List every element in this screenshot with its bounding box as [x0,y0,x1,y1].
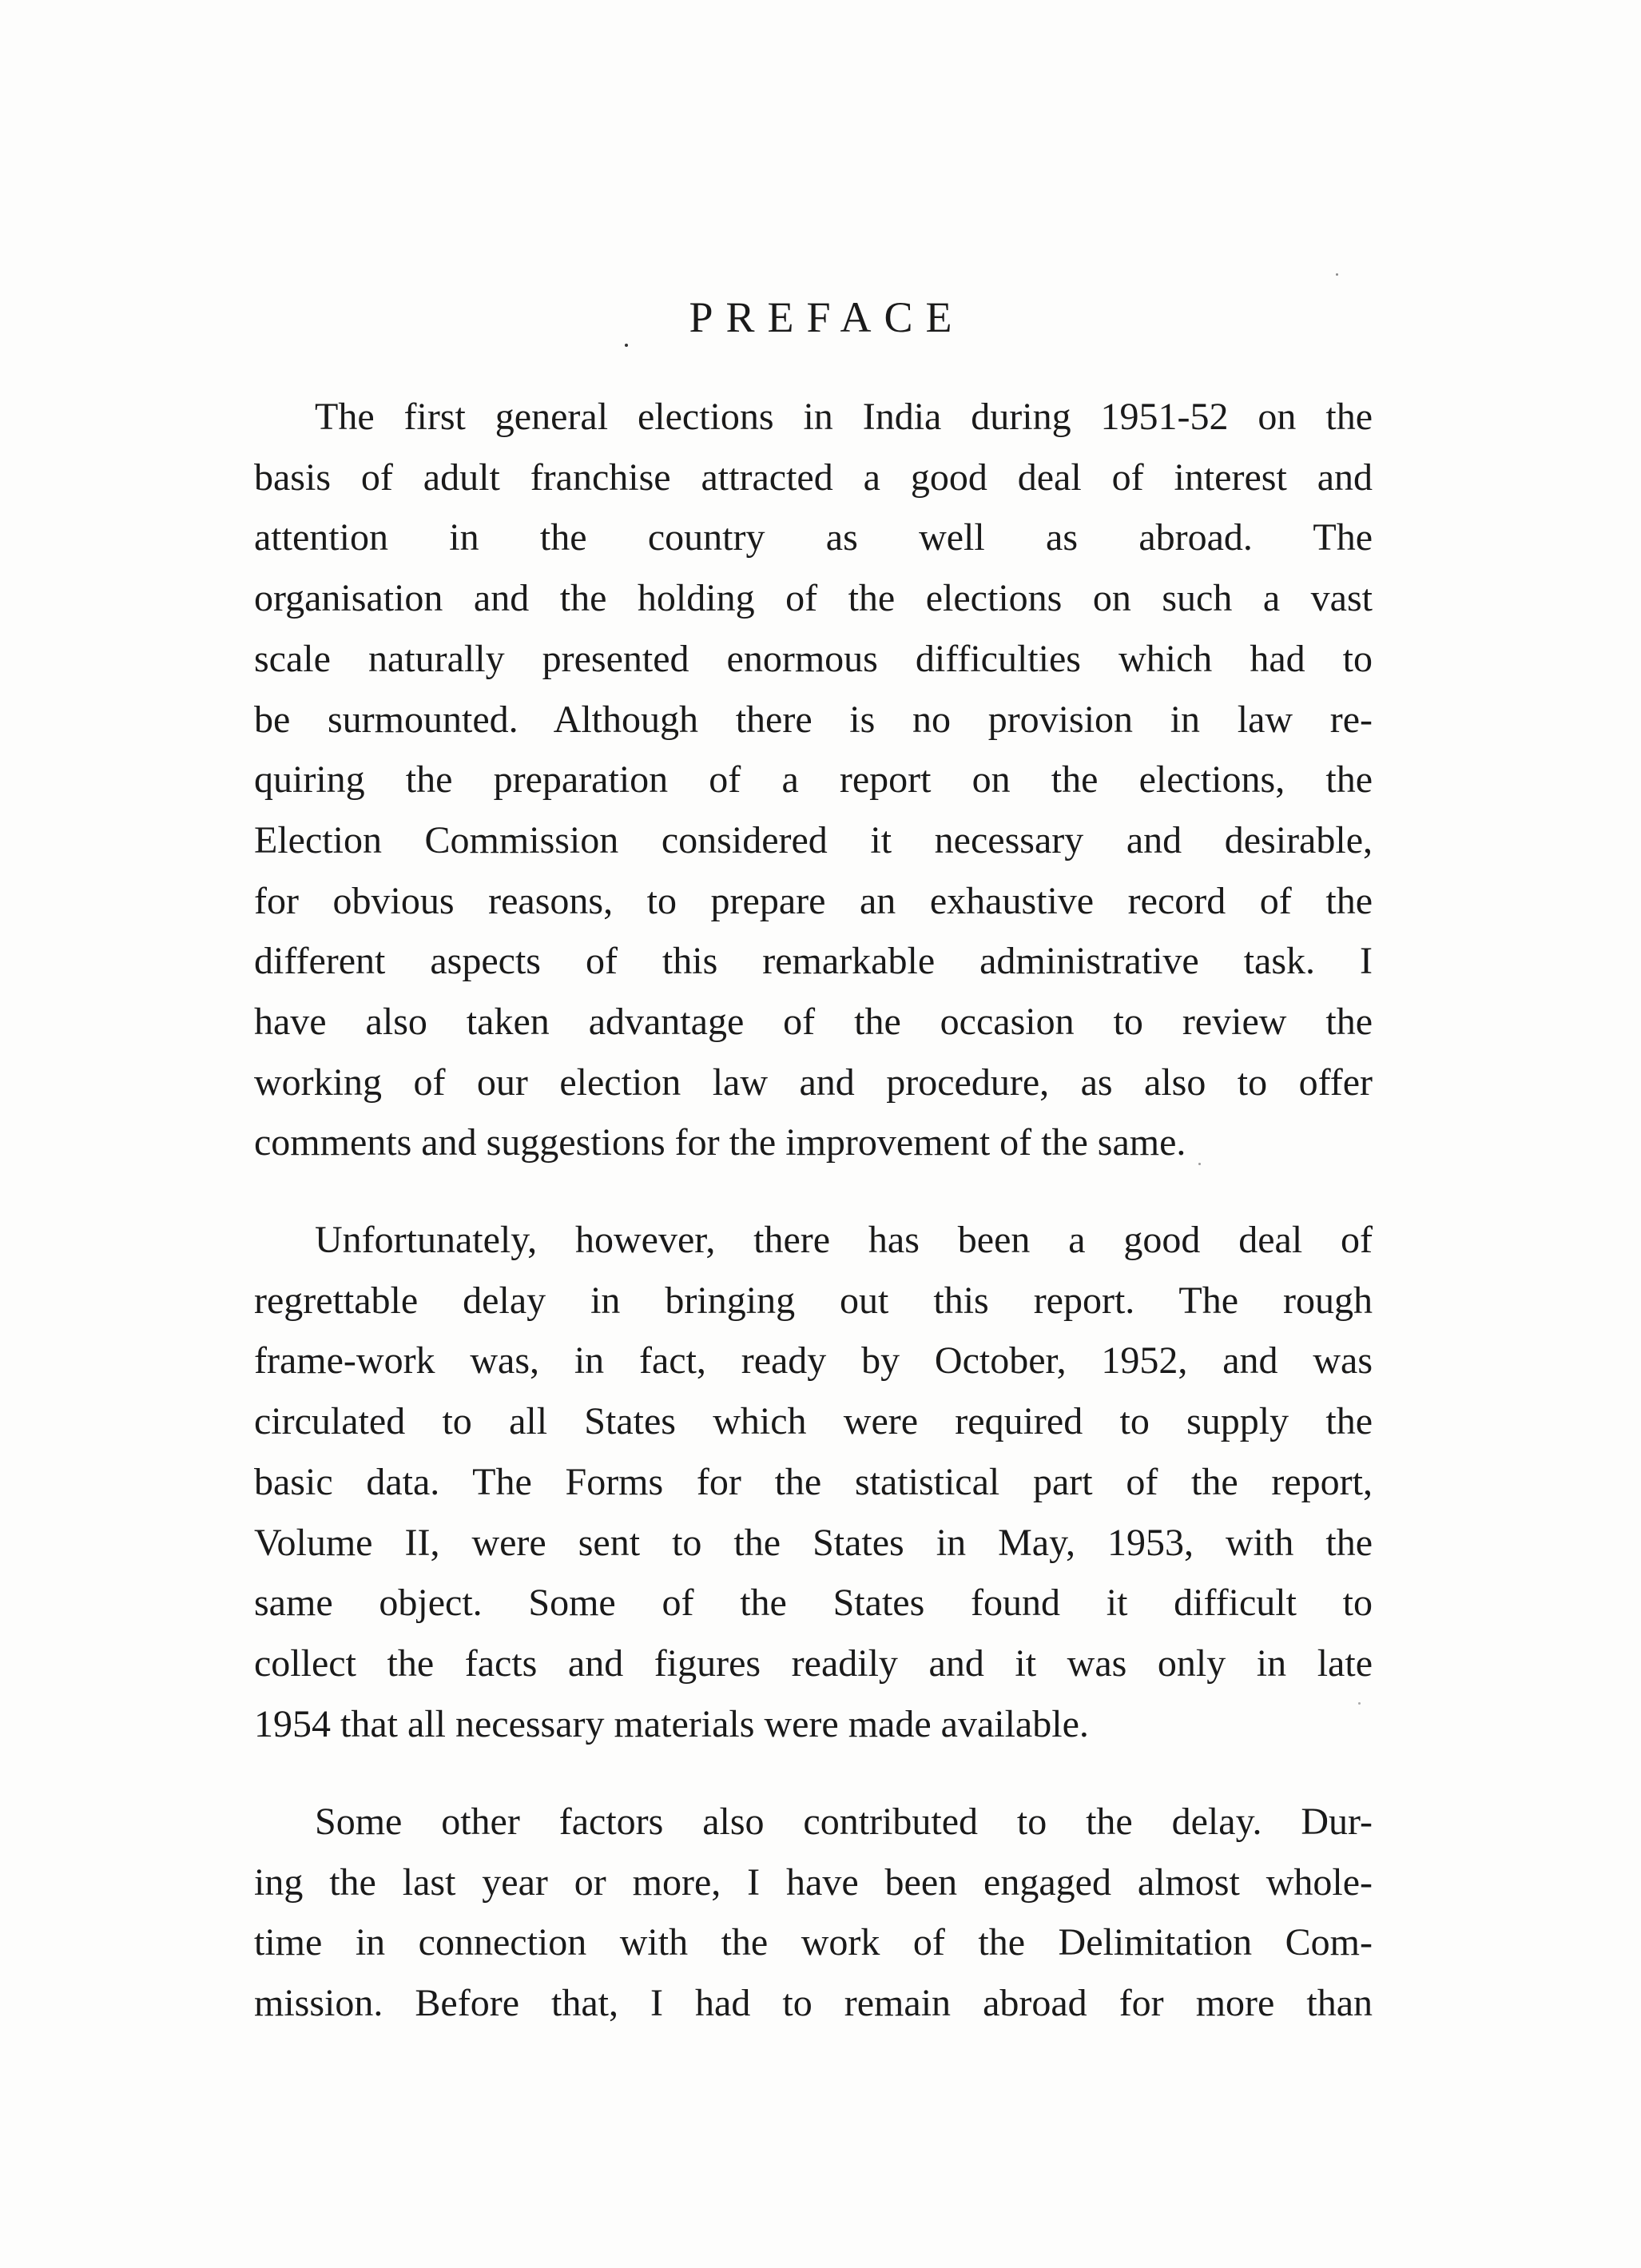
paragraph-3 [254,1792,1373,2034]
text-line: frame-work was, in fact, ready by October, 1952, and was [254,1339,1373,1383]
text-line: mission. Before that, I had to remain abroad for more than [254,1982,1373,2025]
scan-speck [625,344,628,347]
text-line: collect the facts and figures readily and it was only in late [254,1641,1373,1685]
text-line: basic data. The Forms for the statistical part of the report, [254,1460,1373,1503]
text-line: quiring the preparation of a report on the elections, the [254,758,1373,802]
paragraph-1 [254,387,1373,1173]
text-line: circulated to all States which were required to supply the [254,1400,1373,1443]
text-line: ing the last year or more, I have been engaged almost whole- [254,1860,1373,1904]
paragraph-2 [254,1210,1373,1754]
text-line: Unfortunately, however, there has been a good deal of [315,1219,1373,1261]
text-line: organisation and the holding of the elections on such a vast [254,577,1373,620]
text-line: have also taken advantage of the occasion to review the [254,1001,1373,1044]
text-line: Some other factors also contributed to the delay. Dur- [315,1800,1373,1843]
text-line: comments and suggestions for the improvement of the same. [254,1121,1186,1164]
text-line: The first general elections in India during 1951-52 on the [315,396,1373,438]
scan-speck [1358,1702,1361,1705]
text-line: Volume II, were sent to the States in May, 1953, with the [254,1521,1373,1564]
text-line: working of our election law and procedure, as also to offer [254,1060,1373,1104]
text-line: basis of adult franchise attracted a good deal of interest and [254,456,1373,499]
text-line: same object. Some of the States found it difficult to [254,1582,1373,1625]
text-line: be surmounted. Although there is no provision in law re- [254,698,1373,741]
text-line: regrettable delay in bringing out this report. The rough [254,1279,1373,1322]
page-title: PREFACE [689,293,965,341]
scan-speck [1198,1163,1201,1165]
text-line: 1954 that all necessary materials were made available. [254,1702,1089,1745]
text-line: for obvious reasons, to prepare an exhaustive record of the [254,879,1373,922]
scan-speck [1336,273,1338,276]
text-line: time in connection with the work of the Delimitation Com- [254,1921,1373,1964]
text-line: scale naturally presented enormous difficulties which had to [254,637,1373,680]
text-line: Election Commission considered it necessary and desirable, [254,818,1373,861]
text-line: different aspects of this remarkable administrative task. I [254,940,1373,983]
text-line: attention in the country as well as abroad. The [254,516,1373,559]
